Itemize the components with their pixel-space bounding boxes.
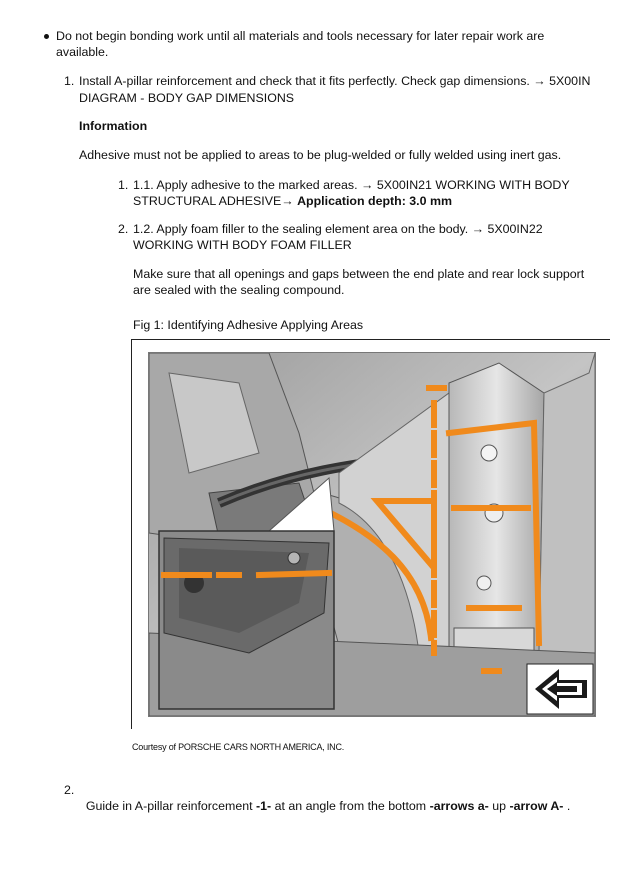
step1-1-line1: 1.1. Apply adhesive to the marked areas. → 5X00IN21 WORKING WITH BODY [133, 178, 570, 192]
figure-credit: Courtesy of PORSCHE CARS NORTH AMERICA, INC. [132, 742, 345, 752]
step1-1-line2-plain: STRUCTURAL ADHESIVE→ [133, 194, 298, 208]
arrows-a-label: -arrows a- [429, 799, 489, 813]
step1-number: 1. [64, 74, 75, 88]
step2-text-a: Guide in A-pillar reinforcement [85, 799, 256, 813]
left-arrow-icon [527, 664, 593, 714]
application-depth: Application depth: 3.0 mm [297, 194, 452, 208]
bullet-text-line2: available. [56, 45, 109, 59]
step2-text-d: . [563, 799, 571, 813]
step1-line2: DIAGRAM - BODY GAP DIMENSIONS [79, 91, 295, 105]
step1-2-line2: WORKING WITH BODY FOAM FILLER [133, 238, 352, 252]
figure-caption: Fig 1: Identifying Adhesive Applying Areas [133, 318, 364, 332]
step2-text [79, 782, 570, 814]
step1-line1: Install A-pillar reinforcement and check that it fits perfectly. Check gap dimensions. → 5X00IN [79, 74, 591, 88]
information-text: Adhesive must not be applied to areas to be plug-welded or fully welded using inert gas. [79, 148, 562, 162]
sealing-note-line2: are sealed with the sealing compound. [133, 283, 345, 297]
step2-number: 2. [64, 783, 75, 797]
bullet-text-line1: Do not begin bonding work until all materials and tools necessary for later repair work are [56, 29, 545, 43]
step1-1-line2 [133, 193, 452, 209]
arrow-A-label: -arrow A- [509, 799, 564, 813]
step2-text-b: at an angle from the bottom [271, 799, 430, 813]
part-1-label: -1- [256, 799, 272, 813]
step1-2-line1: 1.2. Apply foam filler to the sealing element area on the body. → 5X00IN22 [133, 222, 543, 236]
adhesive-areas-photo [148, 352, 596, 717]
information-heading: Information [79, 119, 148, 133]
step1-2-number: 2. [118, 222, 129, 236]
step1-1-number: 1. [118, 178, 129, 192]
bullet-marker [44, 34, 49, 39]
step2-text-c: up [488, 799, 510, 813]
sealing-note-line1: Make sure that all openings and gaps between the end plate and rear lock support [133, 267, 585, 281]
